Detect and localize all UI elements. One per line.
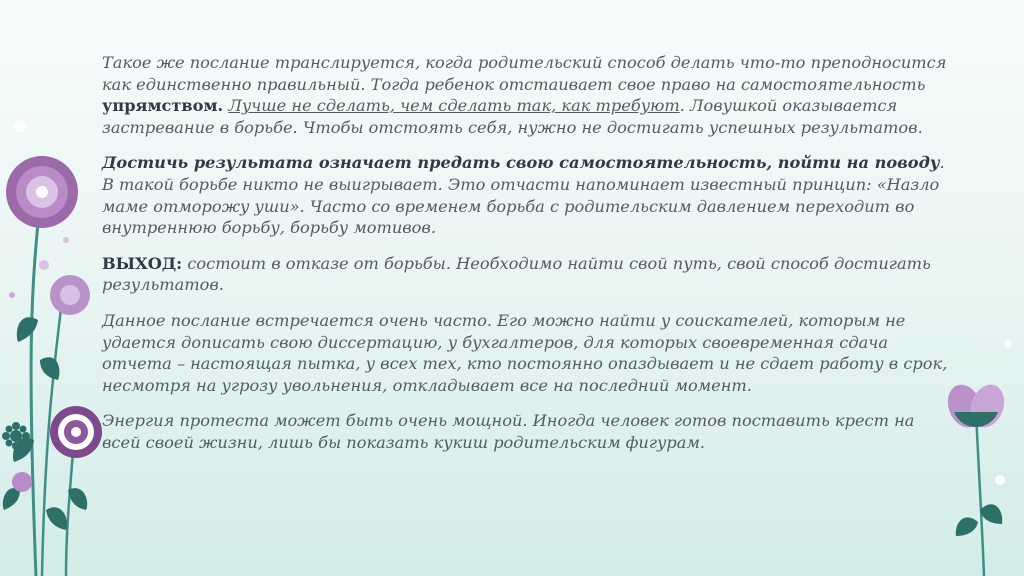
p1-underlined: Лучше не сделать, чем сделать так, как требуют bbox=[228, 96, 680, 116]
p1-text-a: Такое же послание транслируется, когда родительский способ делать что-то преподносится как единственно правильный. Тогда ребенок отстаивает свое право на самостоятельность bbox=[102, 53, 947, 94]
p3-bold-label: ВЫХОД: bbox=[102, 253, 183, 273]
paragraph-1 bbox=[102, 52, 952, 138]
p1-text-e: . Ловушкой оказывается застревание в борьбе. Чтобы отстоять себя, нужно не достигать успешных результатов. bbox=[102, 96, 923, 137]
paragraph-4: Данное послание встречается очень часто. Его можно найти у соискателей, которым не удается дописать свою диссертацию, у бухгалтеров, для которых своевременная сдача отчета – настоящая пытка, у всех тех, кто постоянно опаздывает и не сдает работу в срок, несмотря на угрозу увольнения, откладывает все на последний момент. bbox=[102, 310, 948, 395]
p2-bold: Достичь результата означает предать свою самостоятельность, пойти на поводу bbox=[102, 153, 940, 173]
flower-left-decor bbox=[0, 110, 110, 576]
paragraph-2 bbox=[102, 152, 952, 238]
p3-text: состоит в отказе от борьбы. Необходимо найти свой путь, свой способ достигать результатов. bbox=[102, 253, 931, 295]
main-text-block bbox=[102, 52, 952, 462]
p1-bold-word: упрямством. bbox=[102, 96, 224, 116]
paragraph-3 bbox=[102, 253, 952, 296]
paragraph-5: Энергия протеста может быть очень мощной. Иногда человек готов поставить крест на всей своей жизни, лишь бы показать кукиш родительским фигурам. bbox=[102, 411, 915, 452]
p2-text: . В такой борьбе никто не выигрывает. Это отчасти напоминает известный принцип: «Назло маме отморожу уши». Часто со временем борьба с родительским давлением переходит во внутреннюю борьбу, борьбу мотивов. bbox=[102, 153, 945, 238]
